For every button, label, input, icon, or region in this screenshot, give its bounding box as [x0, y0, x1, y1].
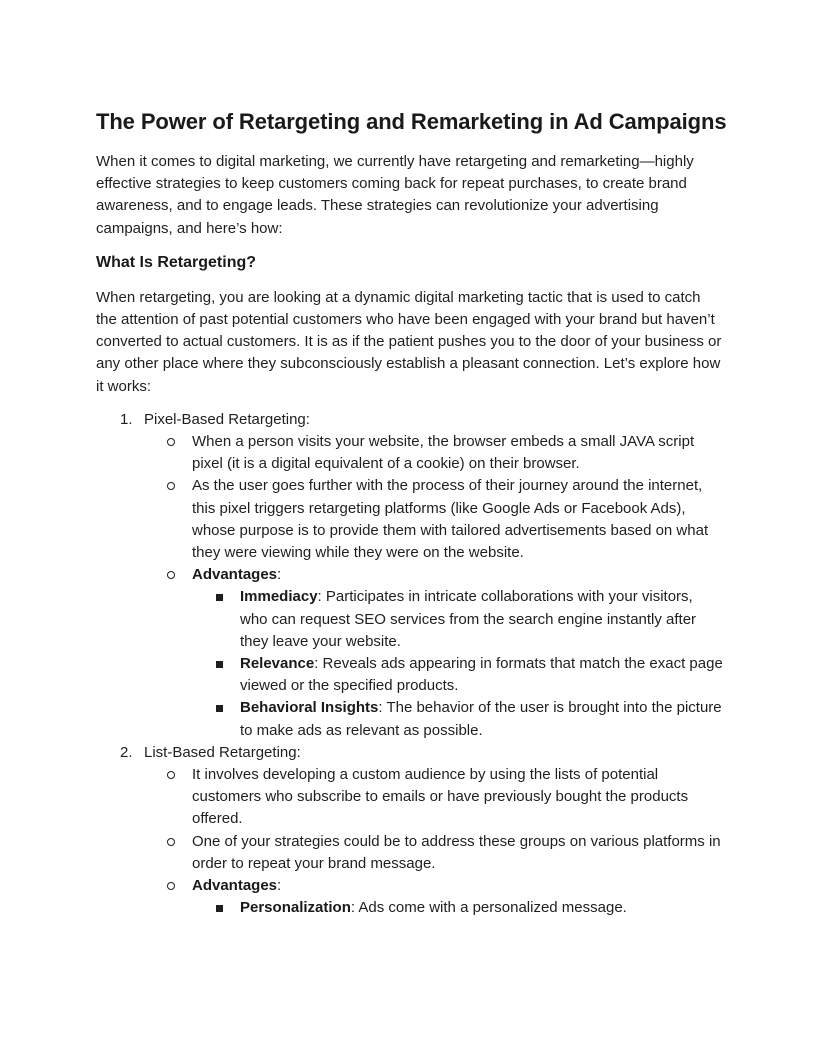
hollow-bullet-icon	[167, 838, 175, 846]
hollow-bullet-icon	[167, 771, 175, 779]
sub-list-item	[144, 431, 724, 475]
hollow-bullet-icon	[167, 882, 175, 890]
hollow-bullet-icon	[167, 438, 175, 446]
sub-list-item	[144, 764, 724, 831]
sub-list-item-advantages	[144, 875, 724, 919]
hollow-bullet-icon	[167, 482, 175, 490]
list-item-list-based	[96, 742, 724, 920]
advantages-label: Advantages	[192, 566, 278, 584]
advantage-term: Immediacy	[240, 588, 318, 606]
sub-list	[144, 431, 724, 742]
section-heading: What Is Retargeting?	[96, 253, 257, 271]
advantage-text: : Ads come with a personalized message.	[350, 899, 627, 917]
advantage-text: : Participates in intricate collaborations with your visitors, who can request SEO services from the search engine instantly after they leave your website.	[240, 588, 697, 650]
square-bullet-icon	[216, 594, 223, 601]
hollow-bullet-icon	[167, 571, 175, 579]
document-page	[96, 108, 727, 920]
square-bullet-icon	[216, 705, 223, 712]
square-bullet-icon	[216, 661, 223, 668]
page-title: The Power of Retargeting and Remarketing in Ad Campaigns	[96, 109, 727, 134]
advantages-list	[192, 897, 724, 919]
list-number: 1.	[120, 410, 133, 428]
sub-list-text: When a person visits your website, the browser embeds a small JAVA script pixel (it is a digital equivalent of a cookie) on their browser.	[192, 433, 695, 473]
sub-list-text: One of your strategies could be to address these groups on various platforms in order to repeat your brand message.	[192, 832, 721, 872]
advantage-term: Behavioral Insights	[240, 699, 379, 717]
sub-list-text: As the user goes further with the process of their journey around the internet, this pixel triggers retargeting platforms (like Google Ads or Facebook Ads), whose purpose is to provide them with tailored advertisements based on what they were viewing while they were on the website.	[192, 477, 709, 562]
list-item-pixel-based	[96, 409, 724, 742]
advantage-text: : Reveals ads appearing in formats that match the exact page viewed or the specified products.	[240, 655, 723, 695]
list-item-label: Pixel-Based Retargeting:	[144, 410, 310, 428]
sub-list-item	[144, 831, 724, 875]
advantage-item	[192, 897, 724, 919]
sub-list-text: It involves developing a custom audience by using the lists of potential customers who subscribe to emails or have previously bought the products offered.	[192, 766, 689, 828]
numbered-list	[96, 409, 724, 920]
advantage-text: : The behavior of the user is brought into the picture to make ads as relevant as possible.	[240, 699, 722, 739]
advantage-item	[192, 586, 724, 653]
advantage-term: Personalization	[240, 899, 351, 917]
sub-list-item-advantages	[144, 564, 724, 742]
sub-list-item	[144, 475, 724, 564]
advantage-item	[192, 653, 724, 697]
square-bullet-icon	[216, 905, 223, 912]
list-item-label: List-Based Retargeting:	[144, 743, 301, 761]
sub-list	[144, 764, 724, 919]
advantage-item	[192, 697, 724, 741]
intro-paragraph: When it comes to digital marketing, we currently have retargeting and remarketing—highly effective strategies to keep customers coming back for repeat purchases, to create brand awareness, and to engage leads. These strategies can revolutionize your advertising campaigns, and here’s how:	[96, 153, 694, 237]
advantages-label: Advantages	[192, 877, 278, 895]
advantage-term: Relevance	[240, 655, 315, 673]
advantages-colon: :	[277, 566, 282, 584]
section-paragraph: When retargeting, you are looking at a dynamic digital marketing tactic that is used to catch the attention of past potential customers who have been engaged with your brand but haven’t converted to actual customers. It is as if the patient pushes you to the door of your business or any other place where they subconsciously establish a pleasant connection. Let’s explore how it works:	[96, 288, 722, 395]
list-number: 2.	[120, 743, 133, 761]
advantages-colon: :	[277, 877, 282, 895]
advantages-list	[192, 586, 724, 741]
